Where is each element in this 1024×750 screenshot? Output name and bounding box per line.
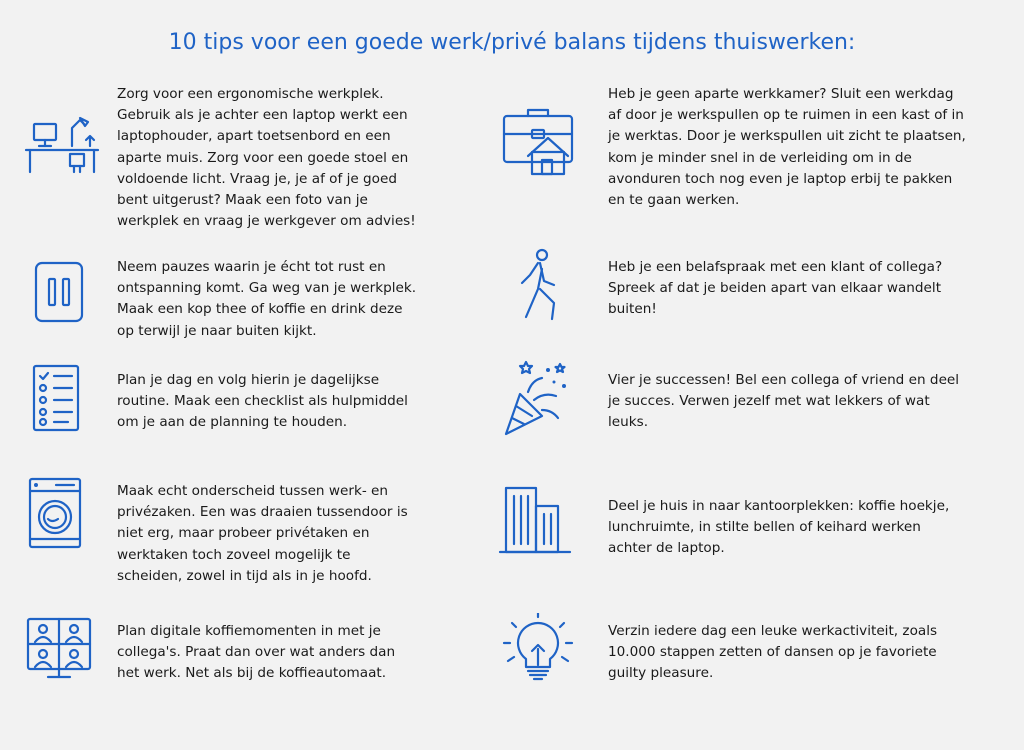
checklist-icon [22, 362, 102, 442]
desk-workplace-icon [22, 98, 102, 178]
office-building-icon [498, 484, 578, 564]
tip-text: Zorg voor een ergonomische werkplek. Gebruik als je achter een laptop werkt een laptophouder, apart toetsenbord en een aparte muis. Zorg voor een goede stoel en voldoende licht. Vraag je, je af of je goed bent uitgerust? Maak een foto van je werkplek en vraag je werkgever om advies! [117, 86, 416, 230]
page-title: 10 tips voor een goede werk/privé balans tijdens thuiswerken: [168, 30, 856, 55]
tip-text: Verzin iedere dag een leuke werkactiviteit, zoals 10.000 stappen zetten of dansen op je favoriete guilty pleasure. [608, 623, 938, 682]
walking-person-icon [498, 247, 578, 327]
tip-text: Heb je geen aparte werkkamer? Sluit een werkdag af door je werkspullen op te ruimen in een kast of in je werktas. Door je werkspullen uit zicht te plaatsen, kom je minder snel in de verleiding om in de avonduren toch nog even je laptop erbij te pakken en te gaan werken. [608, 86, 966, 209]
washing-machine-icon [22, 475, 102, 555]
party-popper-icon [498, 358, 578, 438]
tip-text: Plan digitale koffiemomenten in met je collega's. Praat dan over wat anders dan het werk. Net als bij de koffieautomaat. [117, 623, 396, 682]
briefcase-home-icon [498, 104, 578, 184]
tip-text: Neem pauzes waarin je écht tot rust en ontspanning komt. Ga weg van je werkplek. Maak een kop thee of koffie en drink deze op terwijl je naar buiten kijkt. [117, 259, 417, 339]
tip-text: Vier je successen! Bel een collega of vriend en deel je succes. Verwen jezelf met wat lekkers of wat leuks. [608, 372, 960, 431]
video-call-icon [22, 615, 102, 695]
tip-text: Heb je een belafspraak met een klant of collega? Spreek af dat je beiden apart van elkaar wandelt buiten! [608, 259, 943, 318]
pause-icon [22, 257, 102, 337]
tip-text: Maak echt onderscheid tussen werk- en privézaken. Een was draaien tussendoor is niet erg, maar probeer privétaken en werktaken toch zoveel mogelijk te scheiden, zowel in tijd als in je hoofd. [117, 483, 408, 584]
tip-text: Deel je huis in naar kantoorplekken: koffie hoekje, lunchruimte, in stilte bellen of keihard werken achter de laptop. [608, 498, 950, 557]
lightbulb-icon [498, 613, 578, 693]
tip-text: Plan je dag en volg hierin je dagelijkse routine. Maak een checklist als hulpmiddel om je aan de planning te houden. [117, 372, 408, 431]
